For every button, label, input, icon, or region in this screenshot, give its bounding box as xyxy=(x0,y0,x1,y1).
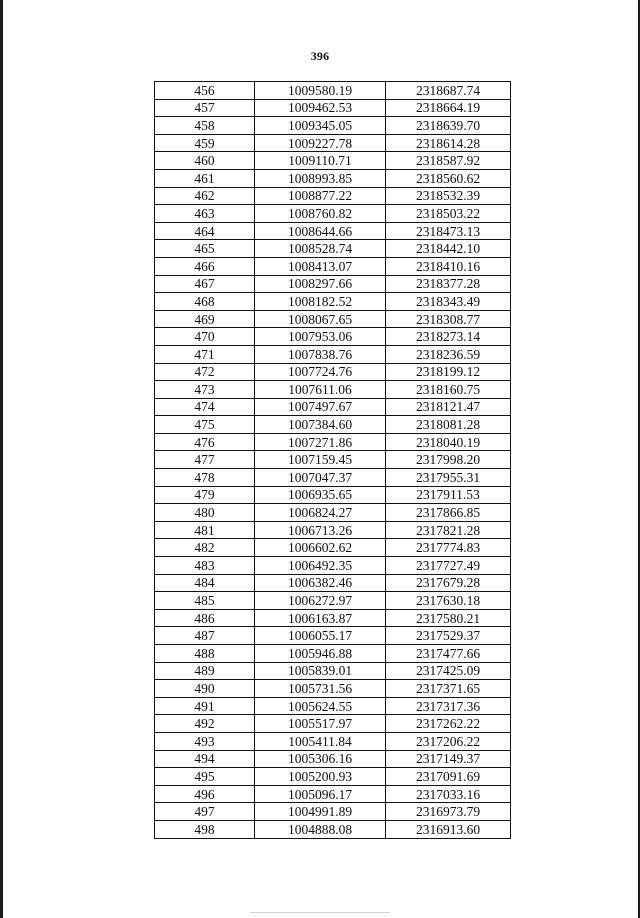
y-coordinate-cell: 2317911.53 xyxy=(386,486,511,504)
point-number-cell: 467 xyxy=(155,275,255,293)
table-row xyxy=(155,328,511,346)
y-coordinate-cell: 2318040.19 xyxy=(386,433,511,451)
y-coordinate-cell: 2318614.28 xyxy=(386,134,511,152)
point-number-cell: 463 xyxy=(155,205,255,223)
y-coordinate-cell: 2317866.85 xyxy=(386,504,511,522)
table-row xyxy=(155,134,511,152)
table-row xyxy=(155,275,511,293)
x-coordinate-cell: 1006713.26 xyxy=(255,521,386,539)
x-coordinate-cell: 1007611.06 xyxy=(255,381,386,399)
y-coordinate-cell: 2318377.28 xyxy=(386,275,511,293)
y-coordinate-cell: 2316973.79 xyxy=(386,803,511,821)
table-row xyxy=(155,469,511,487)
point-number-cell: 486 xyxy=(155,609,255,627)
table-row xyxy=(155,293,511,311)
x-coordinate-cell: 1008993.85 xyxy=(255,169,386,187)
point-number-cell: 468 xyxy=(155,293,255,311)
y-coordinate-cell: 2317774.83 xyxy=(386,539,511,557)
table-row xyxy=(155,398,511,416)
table-row xyxy=(155,574,511,592)
y-coordinate-cell: 2318442.10 xyxy=(386,240,511,258)
x-coordinate-cell: 1006824.27 xyxy=(255,504,386,522)
y-coordinate-cell: 2318199.12 xyxy=(386,363,511,381)
scan-artifact-line xyxy=(250,912,390,913)
page-number: 396 xyxy=(310,49,330,63)
x-coordinate-cell: 1005731.56 xyxy=(255,680,386,698)
coordinates-table xyxy=(154,81,511,839)
y-coordinate-cell: 2317679.28 xyxy=(386,574,511,592)
table-row xyxy=(155,117,511,135)
table-row xyxy=(155,609,511,627)
point-number-cell: 498 xyxy=(155,820,255,838)
scan-border-left xyxy=(0,0,3,918)
x-coordinate-cell: 1007497.67 xyxy=(255,398,386,416)
y-coordinate-cell: 2318560.62 xyxy=(386,169,511,187)
table-row xyxy=(155,750,511,768)
x-coordinate-cell: 1006602.62 xyxy=(255,539,386,557)
x-coordinate-cell: 1008297.66 xyxy=(255,275,386,293)
point-number-cell: 479 xyxy=(155,486,255,504)
table-row xyxy=(155,310,511,328)
x-coordinate-cell: 1005517.97 xyxy=(255,715,386,733)
x-coordinate-cell: 1008067.65 xyxy=(255,310,386,328)
point-number-cell: 488 xyxy=(155,645,255,663)
point-number-cell: 489 xyxy=(155,662,255,680)
x-coordinate-cell: 1009580.19 xyxy=(255,82,386,100)
x-coordinate-cell: 1008182.52 xyxy=(255,293,386,311)
table-row xyxy=(155,768,511,786)
x-coordinate-cell: 1005200.93 xyxy=(255,768,386,786)
table-row xyxy=(155,627,511,645)
point-number-cell: 495 xyxy=(155,768,255,786)
y-coordinate-cell: 2317033.16 xyxy=(386,785,511,803)
coordinates-table-body xyxy=(155,82,511,839)
x-coordinate-cell: 1006492.35 xyxy=(255,557,386,575)
x-coordinate-cell: 1007384.60 xyxy=(255,416,386,434)
table-row xyxy=(155,486,511,504)
point-number-cell: 497 xyxy=(155,803,255,821)
point-number-cell: 482 xyxy=(155,539,255,557)
y-coordinate-cell: 2318639.70 xyxy=(386,117,511,135)
table-row xyxy=(155,363,511,381)
y-coordinate-cell: 2317529.37 xyxy=(386,627,511,645)
point-number-cell: 464 xyxy=(155,222,255,240)
table-row xyxy=(155,82,511,100)
x-coordinate-cell: 1008528.74 xyxy=(255,240,386,258)
table-row xyxy=(155,152,511,170)
y-coordinate-cell: 2318308.77 xyxy=(386,310,511,328)
point-number-cell: 471 xyxy=(155,345,255,363)
point-number-cell: 496 xyxy=(155,785,255,803)
y-coordinate-cell: 2317262.22 xyxy=(386,715,511,733)
point-number-cell: 469 xyxy=(155,310,255,328)
y-coordinate-cell: 2317206.22 xyxy=(386,732,511,750)
table-row xyxy=(155,820,511,838)
y-coordinate-cell: 2318081.28 xyxy=(386,416,511,434)
table-row xyxy=(155,732,511,750)
y-coordinate-cell: 2317580.21 xyxy=(386,609,511,627)
y-coordinate-cell: 2317998.20 xyxy=(386,451,511,469)
y-coordinate-cell: 2318343.49 xyxy=(386,293,511,311)
x-coordinate-cell: 1006163.87 xyxy=(255,609,386,627)
x-coordinate-cell: 1008760.82 xyxy=(255,205,386,223)
y-coordinate-cell: 2318273.14 xyxy=(386,328,511,346)
table-row xyxy=(155,592,511,610)
y-coordinate-cell: 2318160.75 xyxy=(386,381,511,399)
x-coordinate-cell: 1009462.53 xyxy=(255,99,386,117)
x-coordinate-cell: 1009110.71 xyxy=(255,152,386,170)
table-row xyxy=(155,345,511,363)
y-coordinate-cell: 2318664.19 xyxy=(386,99,511,117)
x-coordinate-cell: 1007838.76 xyxy=(255,345,386,363)
table-row xyxy=(155,451,511,469)
y-coordinate-cell: 2318410.16 xyxy=(386,257,511,275)
point-number-cell: 474 xyxy=(155,398,255,416)
x-coordinate-cell: 1007047.37 xyxy=(255,469,386,487)
point-number-cell: 494 xyxy=(155,750,255,768)
x-coordinate-cell: 1005096.17 xyxy=(255,785,386,803)
x-coordinate-cell: 1006382.46 xyxy=(255,574,386,592)
table-row xyxy=(155,504,511,522)
point-number-cell: 458 xyxy=(155,117,255,135)
y-coordinate-cell: 2317425.09 xyxy=(386,662,511,680)
y-coordinate-cell: 2318503.22 xyxy=(386,205,511,223)
point-number-cell: 493 xyxy=(155,732,255,750)
point-number-cell: 481 xyxy=(155,521,255,539)
y-coordinate-cell: 2318532.39 xyxy=(386,187,511,205)
y-coordinate-cell: 2317091.69 xyxy=(386,768,511,786)
table-row xyxy=(155,645,511,663)
x-coordinate-cell: 1008877.22 xyxy=(255,187,386,205)
x-coordinate-cell: 1008413.07 xyxy=(255,257,386,275)
table-row xyxy=(155,433,511,451)
point-number-cell: 490 xyxy=(155,680,255,698)
y-coordinate-cell: 2318587.92 xyxy=(386,152,511,170)
table-row xyxy=(155,205,511,223)
x-coordinate-cell: 1005624.55 xyxy=(255,697,386,715)
table-row xyxy=(155,381,511,399)
x-coordinate-cell: 1006272.97 xyxy=(255,592,386,610)
x-coordinate-cell: 1006935.65 xyxy=(255,486,386,504)
y-coordinate-cell: 2317317.36 xyxy=(386,697,511,715)
x-coordinate-cell: 1008644.66 xyxy=(255,222,386,240)
table-row xyxy=(155,715,511,733)
y-coordinate-cell: 2317630.18 xyxy=(386,592,511,610)
x-coordinate-cell: 1006055.17 xyxy=(255,627,386,645)
x-coordinate-cell: 1007271.86 xyxy=(255,433,386,451)
y-coordinate-cell: 2317477.66 xyxy=(386,645,511,663)
point-number-cell: 460 xyxy=(155,152,255,170)
y-coordinate-cell: 2317149.37 xyxy=(386,750,511,768)
point-number-cell: 473 xyxy=(155,381,255,399)
point-number-cell: 461 xyxy=(155,169,255,187)
table-row xyxy=(155,257,511,275)
table-row xyxy=(155,521,511,539)
x-coordinate-cell: 1005306.16 xyxy=(255,750,386,768)
point-number-cell: 491 xyxy=(155,697,255,715)
table-row xyxy=(155,803,511,821)
point-number-cell: 477 xyxy=(155,451,255,469)
y-coordinate-cell: 2316913.60 xyxy=(386,820,511,838)
point-number-cell: 484 xyxy=(155,574,255,592)
point-number-cell: 459 xyxy=(155,134,255,152)
x-coordinate-cell: 1005946.88 xyxy=(255,645,386,663)
point-number-cell: 475 xyxy=(155,416,255,434)
point-number-cell: 465 xyxy=(155,240,255,258)
point-number-cell: 456 xyxy=(155,82,255,100)
point-number-cell: 487 xyxy=(155,627,255,645)
table-row xyxy=(155,662,511,680)
table-row xyxy=(155,99,511,117)
x-coordinate-cell: 1009345.05 xyxy=(255,117,386,135)
table-row xyxy=(155,240,511,258)
x-coordinate-cell: 1007724.76 xyxy=(255,363,386,381)
point-number-cell: 457 xyxy=(155,99,255,117)
point-number-cell: 483 xyxy=(155,557,255,575)
table-row xyxy=(155,187,511,205)
point-number-cell: 462 xyxy=(155,187,255,205)
x-coordinate-cell: 1004991.89 xyxy=(255,803,386,821)
table-row xyxy=(155,539,511,557)
x-coordinate-cell: 1009227.78 xyxy=(255,134,386,152)
y-coordinate-cell: 2317727.49 xyxy=(386,557,511,575)
x-coordinate-cell: 1007159.45 xyxy=(255,451,386,469)
table-row xyxy=(155,697,511,715)
y-coordinate-cell: 2318687.74 xyxy=(386,82,511,100)
point-number-cell: 470 xyxy=(155,328,255,346)
point-number-cell: 472 xyxy=(155,363,255,381)
point-number-cell: 480 xyxy=(155,504,255,522)
x-coordinate-cell: 1005839.01 xyxy=(255,662,386,680)
y-coordinate-cell: 2318236.59 xyxy=(386,345,511,363)
y-coordinate-cell: 2317955.31 xyxy=(386,469,511,487)
table-row xyxy=(155,416,511,434)
point-number-cell: 492 xyxy=(155,715,255,733)
x-coordinate-cell: 1007953.06 xyxy=(255,328,386,346)
y-coordinate-cell: 2317821.28 xyxy=(386,521,511,539)
point-number-cell: 485 xyxy=(155,592,255,610)
y-coordinate-cell: 2318121.47 xyxy=(386,398,511,416)
table-row xyxy=(155,557,511,575)
y-coordinate-cell: 2318473.13 xyxy=(386,222,511,240)
point-number-cell: 466 xyxy=(155,257,255,275)
x-coordinate-cell: 1004888.08 xyxy=(255,820,386,838)
table-row xyxy=(155,680,511,698)
x-coordinate-cell: 1005411.84 xyxy=(255,732,386,750)
table-row xyxy=(155,785,511,803)
point-number-cell: 478 xyxy=(155,469,255,487)
table-row xyxy=(155,222,511,240)
y-coordinate-cell: 2317371.65 xyxy=(386,680,511,698)
point-number-cell: 476 xyxy=(155,433,255,451)
table-row xyxy=(155,169,511,187)
